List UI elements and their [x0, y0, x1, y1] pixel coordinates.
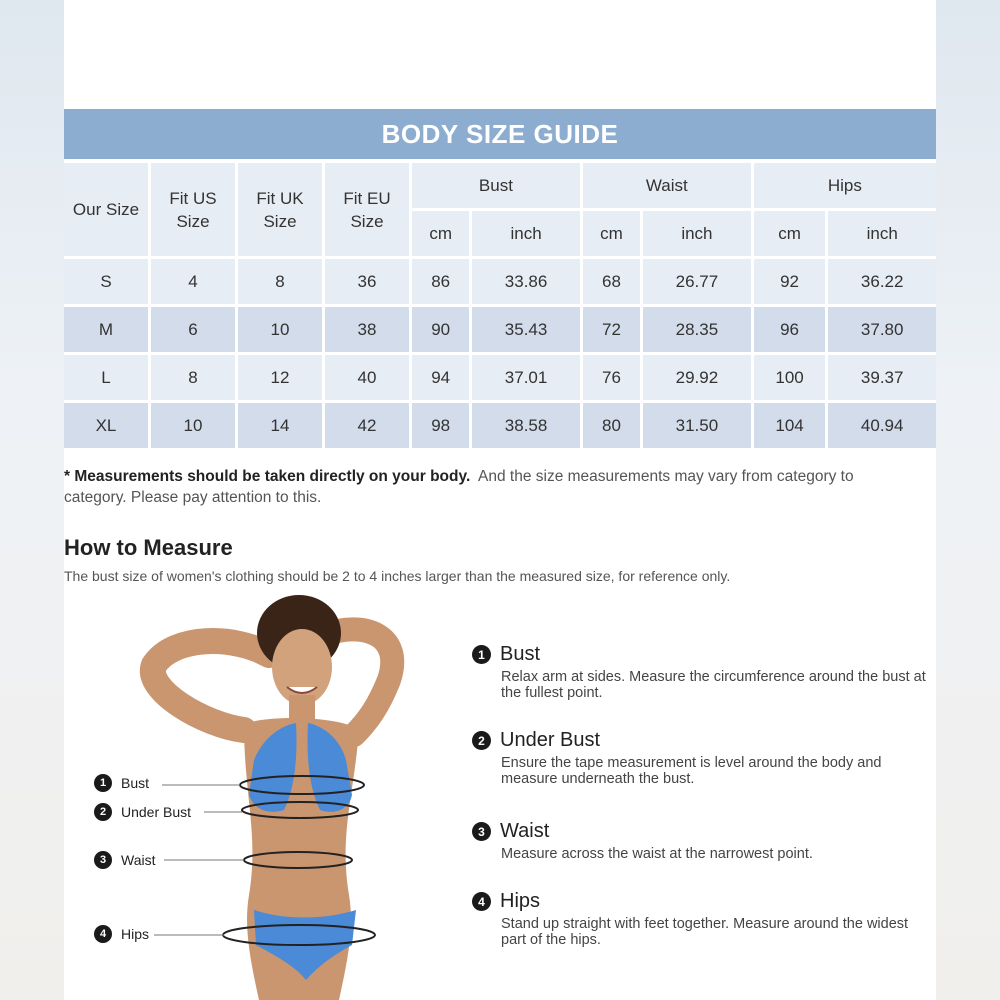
header-bust-cm: cm — [412, 211, 469, 256]
cell-waist-inch: 29.92 — [643, 355, 751, 400]
cell-uk: 8 — [238, 259, 322, 304]
instruction-text: Relax arm at sides. Measure the circumference around the bust at the fullest point. — [501, 669, 926, 701]
header-waist-cm: cm — [583, 211, 640, 256]
number-3-icon: 3 — [472, 822, 491, 841]
cell-size: M — [64, 307, 148, 352]
right-background — [936, 0, 1000, 1000]
cell-hips-cm: 96 — [754, 307, 826, 352]
cell-bust-inch: 33.86 — [472, 259, 580, 304]
header-bust-inch: inch — [472, 211, 580, 256]
cell-waist-cm: 68 — [583, 259, 640, 304]
header-waist-inch: inch — [643, 211, 751, 256]
instruction-waist — [472, 820, 932, 862]
figure-label-under-bust — [94, 803, 191, 821]
instruction-bust — [472, 643, 932, 701]
instruction-title: Hips — [500, 890, 541, 912]
number-3-icon: 3 — [94, 851, 112, 869]
number-1-icon: 1 — [94, 774, 112, 792]
table-row — [64, 403, 936, 448]
cell-us: 10 — [151, 403, 235, 448]
number-4-icon: 4 — [94, 925, 112, 943]
cell-waist-cm: 80 — [583, 403, 640, 448]
table-row — [64, 355, 936, 400]
cell-hips-inch: 37.80 — [828, 307, 936, 352]
instruction-text: Ensure the tape measurement is level around the body and measure underneath the bust. — [501, 755, 882, 787]
number-1-icon: 1 — [472, 645, 491, 664]
figure-label-text: Waist — [121, 852, 156, 868]
cell-us: 6 — [151, 307, 235, 352]
cell-eu: 38 — [325, 307, 409, 352]
figure-label-waist — [94, 851, 155, 869]
figure-label-bust — [94, 774, 149, 792]
cell-bust-inch: 38.58 — [472, 403, 580, 448]
cell-eu: 42 — [325, 403, 409, 448]
cell-us: 8 — [151, 355, 235, 400]
figure-label-text: Hips — [121, 926, 150, 942]
cell-bust-cm: 90 — [412, 307, 469, 352]
cell-hips-cm: 92 — [754, 259, 826, 304]
table-row — [64, 307, 936, 352]
header-fit-eu: Fit EU Size — [325, 163, 409, 256]
cell-size: XL — [64, 403, 148, 448]
cell-size: L — [64, 355, 148, 400]
cell-bust-inch: 35.43 — [472, 307, 580, 352]
cell-waist-cm: 76 — [583, 355, 640, 400]
number-2-icon: 2 — [472, 731, 491, 750]
cell-uk: 10 — [238, 307, 322, 352]
cell-hips-inch: 40.94 — [828, 403, 936, 448]
instruction-text: Stand up straight with feet together. Measure around the widest part of the hips. — [501, 916, 909, 948]
figure-label-text: Under Bust — [121, 804, 192, 820]
cell-eu: 36 — [325, 259, 409, 304]
cell-bust-cm: 98 — [412, 403, 469, 448]
header-bust: Bust — [412, 163, 580, 208]
size-table — [64, 160, 936, 451]
measurement-note — [64, 466, 864, 508]
header-waist: Waist — [583, 163, 751, 208]
number-4-icon: 4 — [472, 892, 491, 911]
model-figure — [84, 595, 504, 1000]
left-background — [0, 0, 64, 1000]
how-to-measure-subtitle: The bust size of women's clothing should be 2 to 4 inches larger than the measured size, for reference only. — [64, 568, 731, 584]
instruction-under-bust — [472, 729, 932, 787]
table-row — [64, 259, 936, 304]
instruction-title: Waist — [500, 820, 550, 842]
size-guide-page — [64, 0, 936, 1000]
header-our-size: Our Size — [64, 163, 148, 256]
header-hips-cm: cm — [754, 211, 826, 256]
number-2-icon: 2 — [94, 803, 112, 821]
header-fit-us: Fit US Size — [151, 163, 235, 256]
instruction-text: Measure across the waist at the narrowest point. — [501, 846, 813, 862]
note-rest: And the size measurements may vary from category to category. Please pay attention to this. — [64, 468, 854, 506]
cell-hips-inch: 39.37 — [828, 355, 936, 400]
note-bold: * Measurements should be taken directly on your body. — [64, 468, 471, 485]
cell-us: 4 — [151, 259, 235, 304]
how-to-measure-title: How to Measure — [64, 535, 233, 560]
cell-size: S — [64, 259, 148, 304]
instruction-title: Under Bust — [500, 729, 601, 751]
cell-waist-inch: 26.77 — [643, 259, 751, 304]
cell-eu: 40 — [325, 355, 409, 400]
figure-label-hips — [94, 925, 149, 943]
cell-hips-cm: 104 — [754, 403, 826, 448]
instruction-title: Bust — [500, 643, 541, 665]
header-fit-uk: Fit UK Size — [238, 163, 322, 256]
size-guide-title: BODY SIZE GUIDE — [64, 109, 936, 159]
cell-bust-cm: 94 — [412, 355, 469, 400]
cell-waist-inch: 31.50 — [643, 403, 751, 448]
cell-hips-cm: 100 — [754, 355, 826, 400]
cell-uk: 12 — [238, 355, 322, 400]
cell-uk: 14 — [238, 403, 322, 448]
instruction-hips — [472, 890, 932, 948]
cell-bust-cm: 86 — [412, 259, 469, 304]
figure-label-text: Bust — [121, 775, 150, 791]
cell-waist-cm: 72 — [583, 307, 640, 352]
header-hips: Hips — [754, 163, 936, 208]
cell-bust-inch: 37.01 — [472, 355, 580, 400]
header-hips-inch: inch — [828, 211, 936, 256]
cell-hips-inch: 36.22 — [828, 259, 936, 304]
cell-waist-inch: 28.35 — [643, 307, 751, 352]
